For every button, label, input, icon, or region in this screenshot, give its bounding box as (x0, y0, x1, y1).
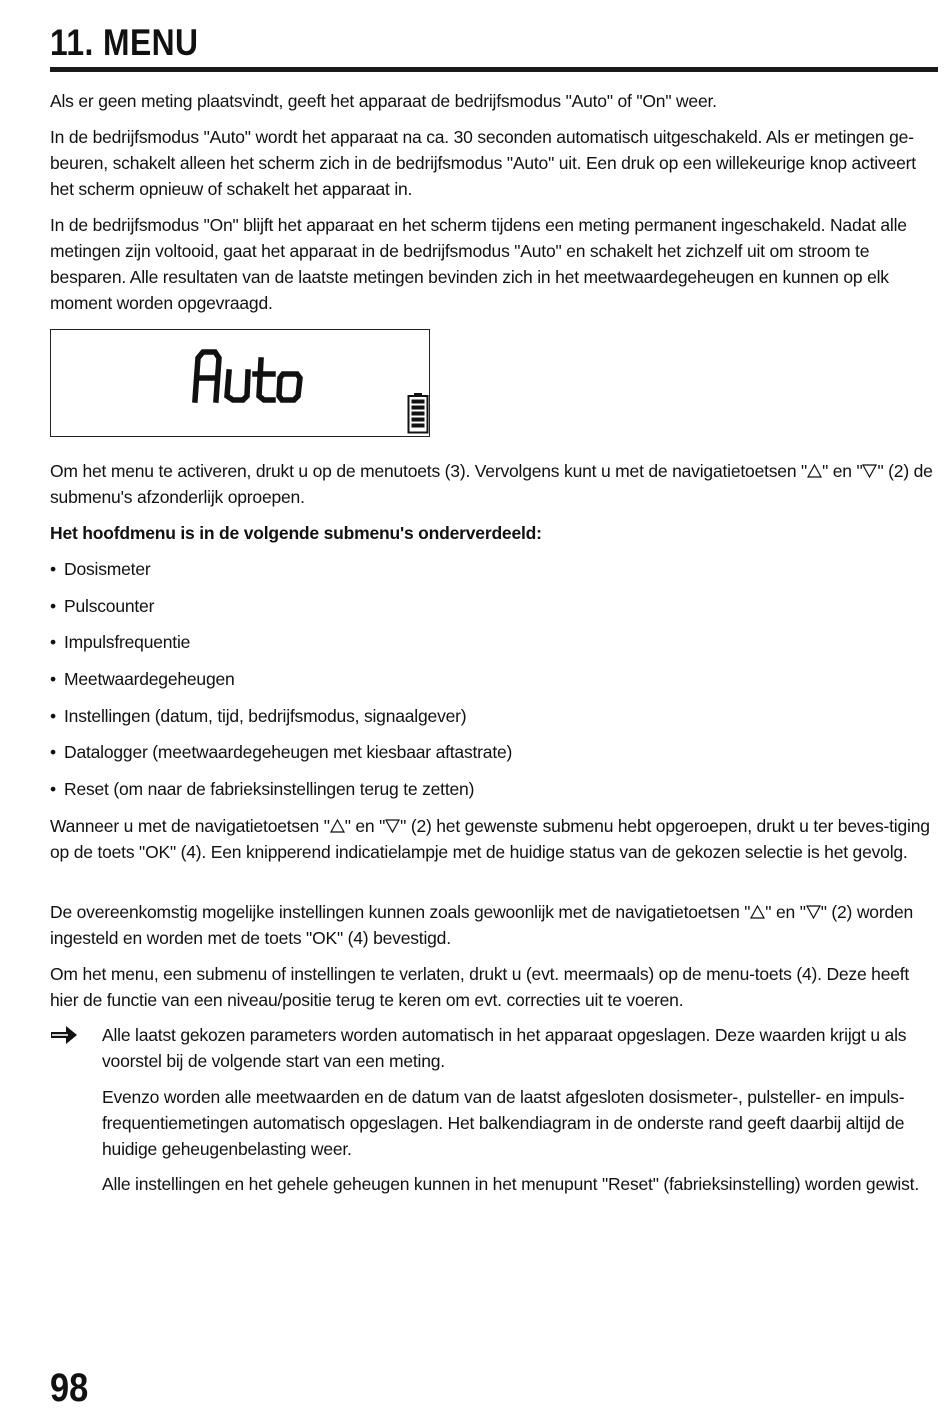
note-parameters-saved: Alle laatst gekozen parameters worden automatisch in het apparaat opgeslagen. Deze waarden krijgt u als voorstel bij de volgende start van een meting. (102, 1025, 907, 1071)
section-heading: 11. MENU (50, 22, 199, 63)
note-reset: Alle instellingen en het gehele geheugen kunnen in het menupunt "Reset" (fabrieksinstelling) worden gewist. (102, 1174, 919, 1194)
list-item: • Reset (om naar de fabrieksinstellingen terug te zetten) (50, 779, 475, 800)
paragraph-activate-menu: Om het menu te activeren, drukt u op de menutoets (3). Vervolgens kunt u met de navigatietoetsen " " en " " (2) de submenu's afzonderlijk oproepen. (50, 461, 933, 507)
note-measurements-saved: Evenzo worden alle meetwaarden en de datum van de laatst afgesloten dosismeter-, pulsteller- en impuls-frequentiemetingen automatisch opgeslagen. Het balkendiagram in de onderste rand geeft daarbij altijd de huidige geheugenbelasting weer. (102, 1087, 905, 1159)
paragraph-confirm-submenu: Wanneer u met de navigatietoetsen " " en " " (2) het gewenste submenu hebt opgeroepen, drukt u ter beves-tiging op de toets "OK" (4). Een knipperend indicatielampje met de huidige status van de gekozen selectie is het gevolg. (50, 816, 930, 862)
paragraph-operating-mode: Als er geen meting plaatsvindt, geeft het apparaat de bedrijfsmodus "Auto" of "On" weer. (50, 91, 717, 111)
list-item: • Meetwaardegeheugen (50, 669, 235, 690)
list-item: • Dosismeter (50, 559, 151, 579)
battery-icon (407, 392, 429, 434)
paragraph-exit-menu: Om het menu, een submenu of instellingen te verlaten, drukt u (evt. meermaals) op de menu-toets (4). Deze heeft hier de functie van een niveau/positie terug te keren om evt. correcties uit te voeren. (50, 964, 910, 1010)
paragraph-auto-mode: In de bedrijfsmodus "Auto" wordt het apparaat na ca. 30 seconden automatisch uitgeschakeld. Als er metingen ge-beuren, schakelt alleen het scherm zich in de bedrijfsmodus "Auto" uit. Een druk op een willekeurige knop activeert het scherm opnieuw of schakelt het apparaat in. (50, 127, 916, 199)
heading-rule (50, 67, 938, 72)
paragraph-settings: De overeenkomstig mogelijke instellingen kunnen zoals gewoonlijk met de navigatietoetsen " " en " " (2) worden ingesteld en worden met de toets "OK" (4) bevestigd. (50, 902, 914, 948)
page-number: 98 (50, 1366, 89, 1410)
list-item: • Datalogger (meetwaardegeheugen met kiesbaar aftastrate) (50, 742, 513, 763)
triangle-up-icon (750, 905, 765, 919)
submenu-heading: Het hoofdmenu is in de volgende submenu's onderverdeeld: (50, 523, 542, 543)
list-item: • Instellingen (datum, tijd, bedrijfsmodus, signaalgever) (50, 705, 467, 726)
triangle-down-icon (806, 905, 821, 919)
triangle-up-icon (807, 464, 822, 478)
triangle-down-icon (862, 464, 877, 478)
arrow-right-icon (50, 1024, 78, 1046)
list-item: • Impulsfrequentie (50, 632, 191, 653)
lcd-display (50, 329, 430, 437)
lcd-auto-text (191, 346, 303, 404)
submenu-list (50, 556, 938, 813)
list-item: • Pulscounter (50, 595, 155, 616)
paragraph-on-mode: In de bedrijfsmodus "On" blijft het apparaat en het scherm tijdens een meting permanent ingeschakeld. Nadat alle metingen zijn voltooid, gaat het apparaat in de bedrijfsmodus "Auto" en schakelt het zichzelf uit om stroom te besparen. Alle resultaten van de laatste metingen bevinden zich in het meetwaardegeheugen en kunnen op elk moment worden opgevraagd. (50, 215, 907, 313)
triangle-down-icon (385, 819, 400, 833)
triangle-up-icon (330, 819, 345, 833)
